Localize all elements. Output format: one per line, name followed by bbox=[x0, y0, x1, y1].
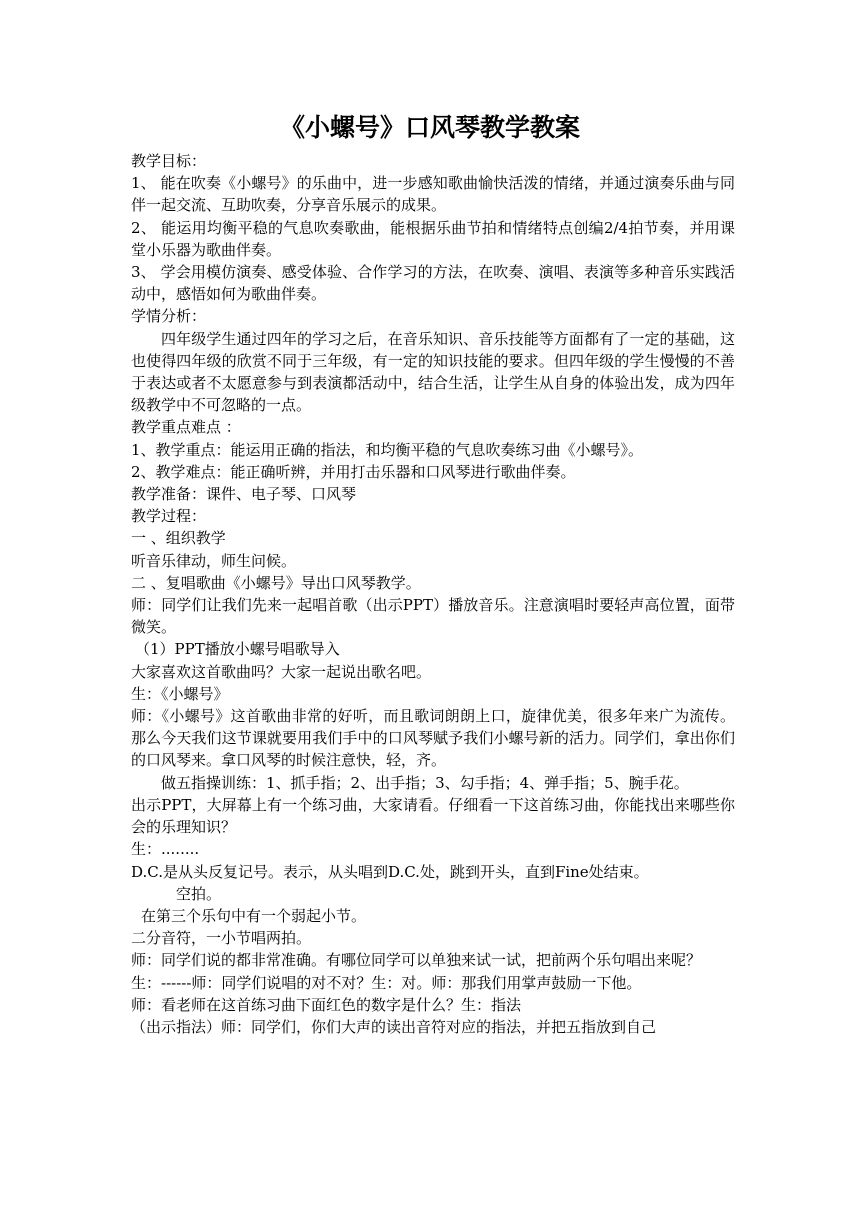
process-paragraph: 生：........ bbox=[131, 840, 200, 859]
process-paragraph: 生：------师：同学们说唱的对不对？生：对。师：那我们用掌声鼓励一下他。 bbox=[131, 973, 642, 992]
process-paragraph: 二分音符，一小节唱两拍。 bbox=[131, 929, 312, 948]
process-paragraph: 出示PPT，大屏幕上有一个练习曲，大家请看。仔细看一下这首练习曲，你能找出来哪些你会的乐理知识？ bbox=[131, 795, 735, 837]
process-paragraph: （出示指法）师：同学们，你们大声的读出音符对应的指法，并把五指放到自己 bbox=[131, 1017, 657, 1036]
heading-learner-analysis: 学情分析： bbox=[131, 307, 207, 326]
process-paragraph: （1）PPT播放小螺号唱歌导入 bbox=[135, 640, 340, 659]
goal-3: 3、 学会用模仿演奏、感受体验、合作学习的方法，在吹奏、演唱、表演等多种音乐实践活动中，感悟如何为歌曲伴奏。 bbox=[131, 263, 735, 304]
process-paragraph: 师：《小螺号》这首歌曲非常的好听，而且歌词朗朗上口，旋律优美，很多年来广为流传。那么今天我们这节课就要用我们手中的口风琴赋予我们小螺号新的活力。同学们，拿出你们的口风琴来。拿口风琴的时候注意快，轻，齐。 bbox=[131, 707, 735, 770]
goal-2: 2、 能运用均衡平稳的气息吹奏歌曲，能根据乐曲节拍和情绪特点创编2/4拍节奏，并用课堂小乐器为歌曲伴奏。 bbox=[131, 218, 735, 259]
process-paragraph: 做五指操训练：1、抓手指；2、出手指；3、勾手指；4、弹手指；5、腕手花。 bbox=[161, 773, 689, 792]
document-body bbox=[131, 150, 735, 1038]
process-paragraph: 师：看老师在这首练习曲下面红色的数字是什么？生：指法 bbox=[131, 995, 522, 1014]
teaching-preparation: 教学准备：课件、电子琴、口风琴 bbox=[131, 485, 357, 504]
process-step-1-heading: 一 、组织教学 bbox=[131, 529, 226, 548]
goal-1: 1、 能在吹奏《小螺号》的乐曲中，进一步感知歌曲愉快活泼的情绪，并通过演奏乐曲与同伴一起交流、互助吹奏，分享音乐展示的成果。 bbox=[131, 174, 735, 215]
heading-teaching-goals: 教学目标： bbox=[131, 152, 207, 170]
document-title: 《小螺号》口风琴教学教案 bbox=[279, 113, 580, 142]
process-paragraph: 师：同学们让我们先来一起唱首歌（出示PPT）播放音乐。注意演唱时要轻声高位置，面带微笑。 bbox=[131, 596, 735, 637]
process-step-2-heading: 二 、复唱歌曲《小螺号》导出口风琴教学。 bbox=[131, 573, 421, 592]
key-point-2: 2、教学难点：能正确听辨，并用打击乐器和口风琴进行歌曲伴奏。 bbox=[131, 462, 576, 481]
process-step-1-text: 听音乐律动，师生问候。 bbox=[131, 551, 297, 570]
heading-teaching-process: 教学过程： bbox=[131, 507, 207, 526]
learner-analysis-text: 四年级学生通过四年的学习之后，在音乐知识、音乐技能等方面都有了一定的基础，这也使得四年级的欣赏不同于三年级，有一定的知识技能的要求。但四年级的学生慢慢的不善于表达或者不太愿意参与到表演都活动中，结合生活，让学生从自身的体验出发，成为四年级教学中不可忽略的一点。 bbox=[131, 329, 735, 415]
heading-key-points: 教学重点难点 ： bbox=[131, 418, 241, 437]
process-paragraph: 空拍。 bbox=[176, 884, 222, 903]
process-paragraph: 生：《小螺号》 bbox=[131, 684, 229, 703]
process-paragraph: 在第三个乐句中有一个弱起小节。 bbox=[141, 906, 367, 925]
key-point-1: 1、教学重点：能运用正确的指法，和均衡平稳的气息吹奏练习曲《小螺号》。 bbox=[131, 440, 644, 459]
process-paragraph: 大家喜欢这首歌曲吗？大家一起说出歌名吧。 bbox=[131, 662, 432, 681]
process-paragraph: D.C.是从头反复记号。表示，从头唱到D.C.处，跳到开头，直到Fine处结束。 bbox=[131, 862, 649, 881]
process-paragraph: 师：同学们说的都非常准确。有哪位同学可以单独来试一试，把前两个乐句唱出来呢？ bbox=[131, 951, 702, 970]
